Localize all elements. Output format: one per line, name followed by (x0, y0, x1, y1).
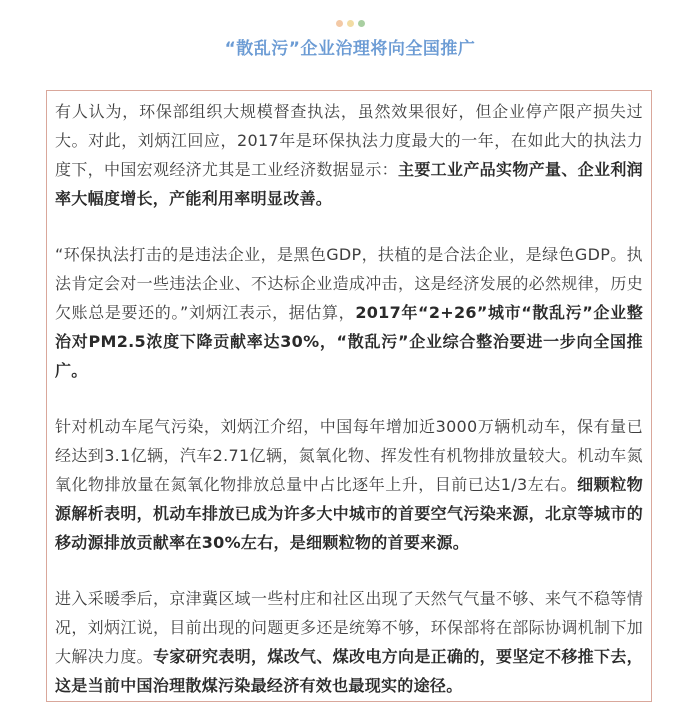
paragraph-3 (55, 412, 643, 557)
article-content-box (46, 90, 652, 702)
paragraph-4 (55, 584, 643, 700)
decorative-dots (336, 20, 365, 28)
body-text: “环保执法打击的是违法企业，是黑色GDP，扶植的是合法企业，是绿色GDP。执法肯定会对一些违法企业、不达标企业造成冲击，这是经济发展的必然规律，历史欠账总是要还的。”刘炳江表示，据估算， (55, 245, 643, 322)
bold-text: 2017年“2+26”城市“散乱污”企业整治对PM2.5浓度下降贡献率达30%，“散乱污”企业综合整治要进一步向全国推广。 (55, 303, 643, 380)
dot-3-icon (358, 20, 365, 27)
paragraph-2 (55, 240, 643, 385)
article-title: “散乱污”企业治理将向全国推广 (224, 39, 476, 59)
bold-text: 细颗粒物源解析表明，机动车排放已成为许多大中城市的首要空气污染来源，北京等城市的移动源排放贡献率在30%左右，是细颗粒物的首要来源。 (55, 475, 644, 552)
dot-2-icon (347, 20, 354, 27)
bold-text: 主要工业产品实物产量、企业利润率大幅度增长，产能利用率明显改善。 (55, 160, 643, 208)
bold-text: 专家研究表明，煤改气、煤改电方向是正确的，要坚定不移推下去，这是当前中国治理散煤污染最经济有效也最现实的途径。 (55, 647, 643, 695)
dot-1-icon (336, 20, 343, 27)
body-text: 有人认为，环保部组织大规模督查执法，虽然效果很好，但企业停产限产损失过大。对此，刘炳江回应，2017年是环保执法力度最大的一年，在如此大的执法力度下，中国宏观经济尤其是工业经济数据显示： (55, 102, 643, 179)
paragraph-1 (55, 97, 643, 213)
body-text: 针对机动车尾气污染，刘炳江介绍，中国每年增加近3000万辆机动车，保有量已经达到3.1亿辆，汽车2.71亿辆，氮氧化物、挥发性有机物排放量较大。机动车氮氧化物排放量在氮氧化物排放总量中占比逐年上升，目前已达1/3左右。 (55, 417, 643, 494)
body-text: 进入采暖季后，京津冀区域一些村庄和社区出现了天然气气量不够、来气不稳等情况，刘炳江说，目前出现的问题更多还是统筹不够，环保部将在部际协调机制下加大解决力度。 (55, 589, 643, 666)
